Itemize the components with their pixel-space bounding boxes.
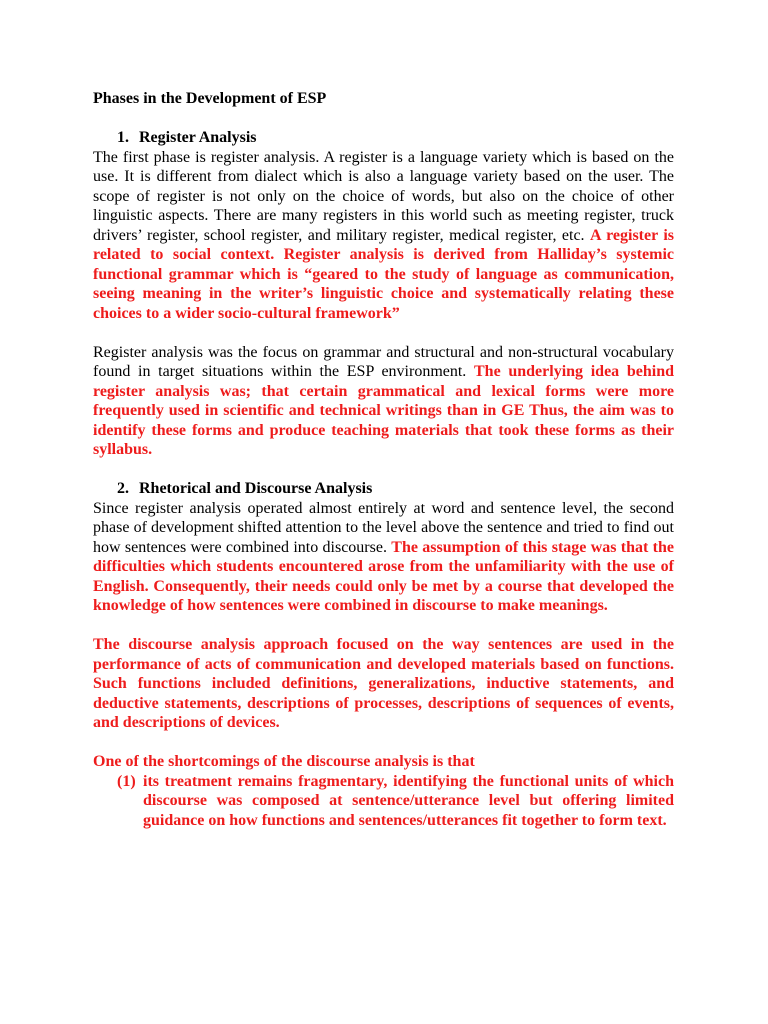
spacer <box>93 460 674 480</box>
section-2-paragraph-2: The discourse analysis approach focused on the way sentences are used in the performance of acts of communication and developed materials based on functions. Such functions included definitions, generalizations, inductive statements, and deductive statements, descriptions of processes, descriptions of sequences of events, and descriptions of devices. <box>93 636 674 731</box>
section-2-heading <box>93 479 674 499</box>
section-1-heading <box>93 128 674 148</box>
shortcoming-list-item <box>93 772 674 831</box>
section-2-paragraph-1-highlight: The assumption of this stage was that the difficulties which students encountered arose from the unfamiliarity with the use of English. Consequently, their needs could only be met by a course that developed the knowledge of how sentences were combined in discourse to make meanings. <box>93 538 675 614</box>
shortcoming-item-text: its treatment remains fragmentary, identifying the functional units of which discourse was composed at sentence/utterance level but offering limited guidance on how functions and sentences/utterances fit together to form text. <box>143 772 674 829</box>
section-1-paragraph-2-text: Register analysis was the focus on grammar and structural and non-structural vocabulary found in target situations within the ESP environment. <box>93 343 674 380</box>
spacer <box>93 323 674 343</box>
section-2-title: Rhetorical and Discourse Analysis <box>139 480 373 497</box>
section-2-number: 2. <box>117 480 129 497</box>
spacer <box>93 616 674 636</box>
section-1-title: Register Analysis <box>139 129 257 146</box>
document-title: Phases in the Development of ESP <box>93 90 327 107</box>
section-2-paragraph-1 <box>93 499 674 616</box>
section-1-paragraph-1 <box>93 148 674 324</box>
section-2-paragraph-1-text: Since register analysis operated almost entirely at word and sentence level, the second phase of development shifted attention to the level above the sentence and tried to find out how sentences were combined into discourse. <box>93 499 674 556</box>
spacer <box>93 733 674 753</box>
section-1-paragraph-1-text: The first phase is register analysis. A register is a language variety which is based on the use. It is different from dialect which is also a language variety based on the user. The scope of register is not only on the choice of words, but also on the choice of other linguistic aspects. There are many registers in this world such as meeting register, truck drivers’ register, school register, and military register, medical register, etc. <box>93 148 674 244</box>
section-1-paragraph-1-highlight: A register is related to social context. Register analysis is derived from Halliday’s systemic functional grammar which is “geared to the study of language as communication, seeing meaning in the writer’s linguistic choice and systematically relating these choices to a wider socio-cultural framework” <box>93 226 675 322</box>
section-1-number: 1. <box>117 129 129 146</box>
shortcoming-item-number: (1) <box>117 772 136 790</box>
section-1-paragraph-2-highlight: The underlying idea behind register analysis was; that certain grammatical and lexical forms were more frequently used in scientific and technical writings than in GE Thus, the aim was to identify these forms and produce teaching materials that took these forms as their syllabus. <box>93 363 674 458</box>
document-page <box>93 89 674 830</box>
section-2-paragraph-3: One of the shortcomings of the discourse analysis is that <box>93 753 475 770</box>
section-1-paragraph-2 <box>93 343 674 460</box>
